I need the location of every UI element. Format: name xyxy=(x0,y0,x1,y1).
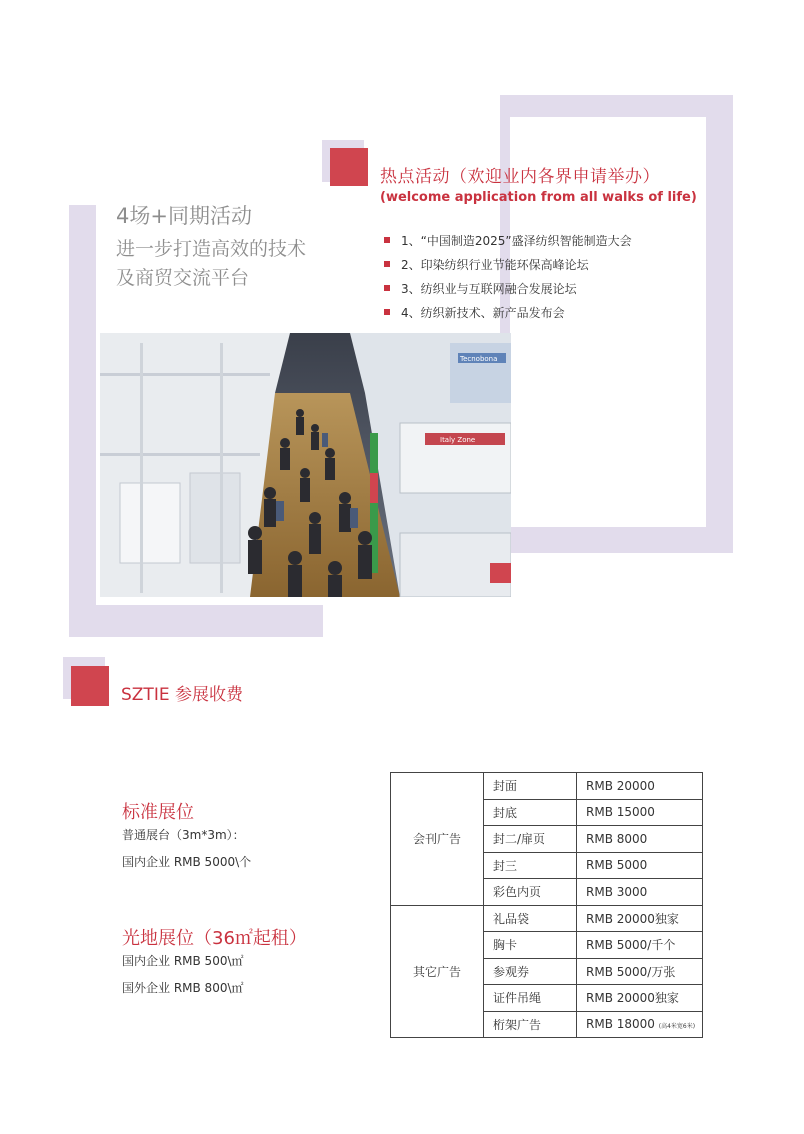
ad-item-cell: 封三 xyxy=(484,852,577,879)
list-item: 2、印染纺织行业节能环保高峰论坛 xyxy=(384,252,632,276)
activities-title: 热点活动（欢迎业内各界申请举办） xyxy=(380,167,660,187)
ad-item-cell: 胸卡 xyxy=(484,932,577,959)
ad-price-note: (高4米宽6米) xyxy=(658,1023,696,1031)
table-row xyxy=(391,773,703,800)
exhibition-hall-photo xyxy=(100,333,511,597)
activities-subtitle: (welcome application from all walks of life) xyxy=(380,190,697,205)
ad-price-cell: RMB 3000 xyxy=(577,879,703,906)
title-square-icon xyxy=(330,148,368,186)
table-row xyxy=(391,905,703,932)
ad-price-cell: RMB 18000 (高4米宽6米) xyxy=(577,1011,703,1038)
ad-price-cell: RMB 5000/千个 xyxy=(577,932,703,959)
photo-sign-text: Italy Zone xyxy=(440,436,476,444)
ad-item-cell: 彩色内页 xyxy=(484,879,577,906)
ad-item-cell: 封二/扉页 xyxy=(484,826,577,853)
ad-price-cell: RMB 5000/万张 xyxy=(577,958,703,985)
list-item: 1、“中国制造2025”盛泽纺织智能制造大会 xyxy=(384,228,632,252)
list-item: 3、纺织业与互联网融合发展论坛 xyxy=(384,276,632,300)
ad-price-cell: RMB 5000 xyxy=(577,852,703,879)
advertising-price-table xyxy=(390,772,703,1038)
ad-item-cell: 桁架广告 xyxy=(484,1011,577,1038)
ad-item-cell: 封面 xyxy=(484,773,577,800)
ad-item-cell: 证件吊绳 xyxy=(484,985,577,1012)
list-item: 4、纺织新技术、新产品发布会 xyxy=(384,300,632,324)
fees-square-icon xyxy=(71,666,109,706)
headline-sub: 进一步打造高效的技术 及商贸交流平台 xyxy=(116,238,307,289)
square-bullet-icon xyxy=(384,285,390,291)
raw-space-domestic-price: 国内企业 RMB 500\㎡ xyxy=(122,954,244,968)
ad-item-cell: 礼品袋 xyxy=(484,905,577,932)
ad-price-cell: RMB 20000 xyxy=(577,773,703,800)
ad-group-cell: 其它广告 xyxy=(391,905,484,1038)
activities-list xyxy=(384,228,632,324)
photo-booth-text: Tecnobona xyxy=(460,355,498,363)
ad-price-cell: RMB 8000 xyxy=(577,826,703,853)
raw-space-title: 光地展位（36㎡起租） xyxy=(122,928,307,949)
ad-item-cell: 封底 xyxy=(484,799,577,826)
standard-booth-title: 标准展位 xyxy=(122,802,194,823)
square-bullet-icon xyxy=(384,261,390,267)
ad-price-cell: RMB 20000独家 xyxy=(577,905,703,932)
headline-main: 4场+同期活动 xyxy=(116,204,252,228)
standard-booth-price: 国内企业 RMB 5000\个 xyxy=(122,855,252,869)
square-bullet-icon xyxy=(384,309,390,315)
ad-price-cell: RMB 20000独家 xyxy=(577,985,703,1012)
ad-item-cell: 参观券 xyxy=(484,958,577,985)
square-bullet-icon xyxy=(384,237,390,243)
ad-price-cell: RMB 15000 xyxy=(577,799,703,826)
raw-space-foreign-price: 国外企业 RMB 800\㎡ xyxy=(122,981,244,995)
ad-group-cell: 会刊广告 xyxy=(391,773,484,906)
fees-title: SZTIE 参展收费 xyxy=(121,685,243,705)
standard-booth-spec: 普通展台（3m*3m）： xyxy=(122,828,245,842)
